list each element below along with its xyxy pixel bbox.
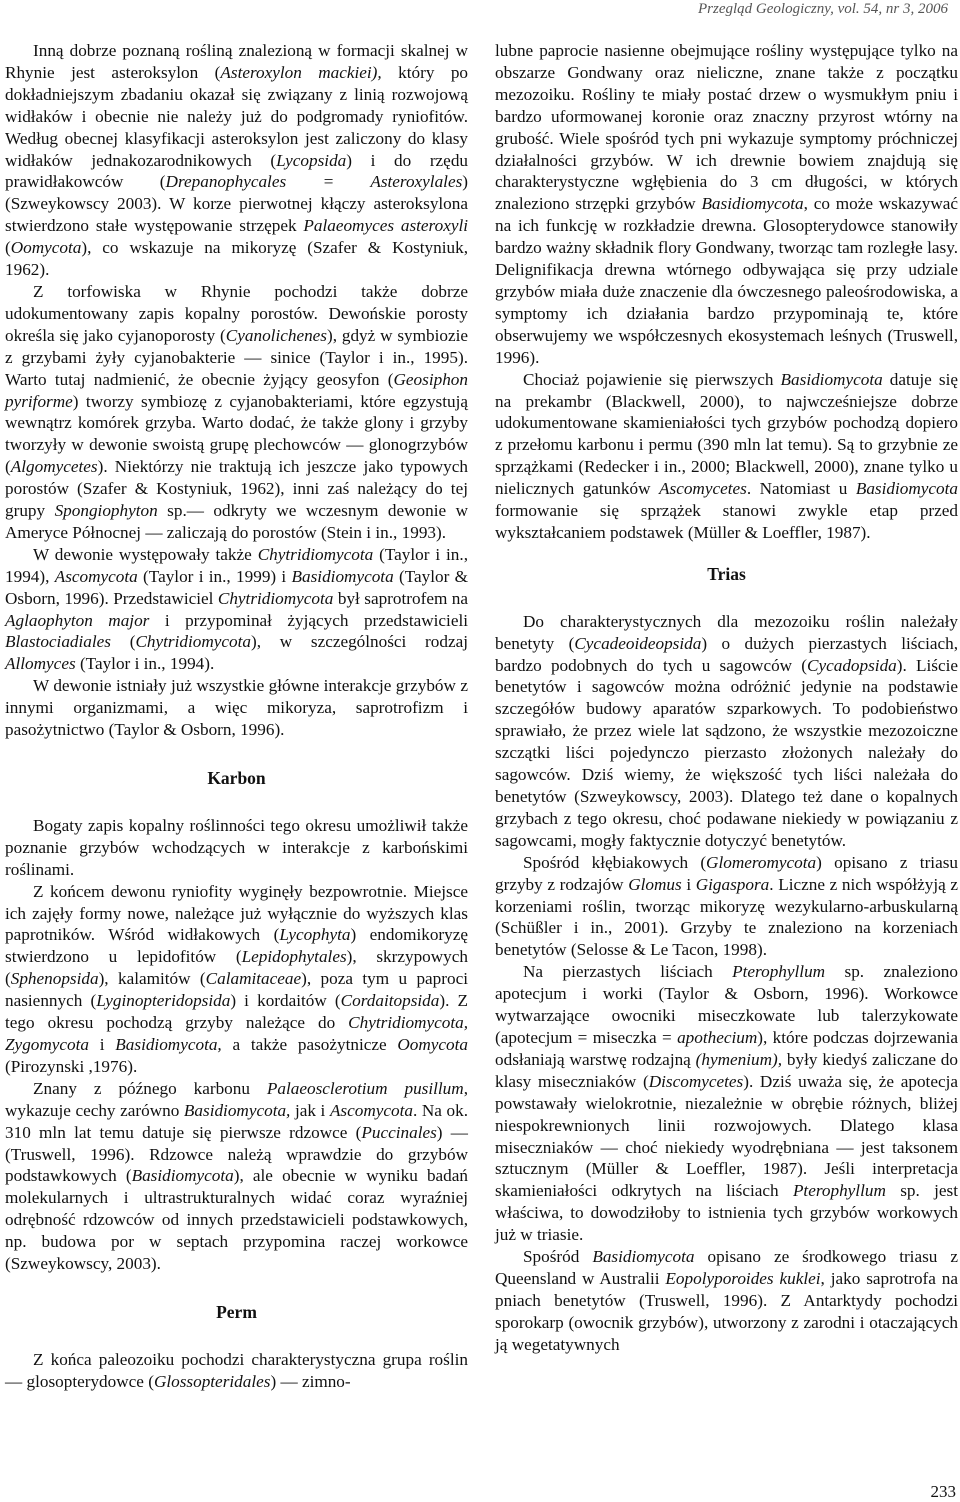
italic-term: Cycadeoideopsida	[574, 633, 702, 653]
italic-term: Basidiomycota	[701, 194, 804, 214]
italic-term: Lyginopteridopsida	[96, 991, 231, 1011]
paragraph: W dewonie istniały już wszystkie główne interakcje grzybów z innymi organizmami, a więc mikoryza, saprotrofizm i pasożytnictwo (Taylor & Osborn, 1996).	[5, 676, 468, 740]
italic-term: Basidiomycota	[855, 479, 958, 499]
italic-term: Discomycetes	[648, 1071, 744, 1091]
italic-term: Spongiophyton	[54, 501, 158, 521]
italic-term: Glomus	[628, 874, 682, 894]
italic-term: Chytridiomycota	[217, 588, 334, 608]
italic-term: Basidiomycota	[780, 369, 883, 389]
italic-term: Ascomycota	[54, 566, 138, 586]
italic-term: Ascomycota	[329, 1100, 413, 1120]
paragraph: Z końcem dewonu ryniofity wyginęły bezpowrotnie. Miejsce ich zajęły formy nowe, należące już wyłącznie do wyższych klas paprotników. Wśród widłakowych (Lycophyta) endomikoryzę stwierdzono u lepidofitów (Lepidophytales), skrzypowych (Sphenopsida), kalamitów (Calamitaceae), poza tym u paproci nasiennych (Lyginopteridopsida) i kordaitów (Cordaitopsida). Z tego okresu pochodzą grzyby należące do Chytridiomycota, Zygomycota i Basidiomycota, a także pasożytnicze Oomycota (Pirozynski ,1976).	[5, 881, 469, 1076]
paragraph: Spośród Basidiomycota opisano ze środkowego triasu z Queensland w Australii Eopolyporoides kuklei, jako saprotrofa na pniach benetytów (Truswell, 1996). Z Antarktydy pochodzi sporokarp (owocnik grzybów), utworzony z zarodni i otaczających ją wegetatywnych	[495, 1247, 958, 1354]
paragraph: Do charakterystycznych dla mezozoiku roślin należały benetyty (Cycadeoideopsida) o dużych pierzastych liściach, bardzo podobnych do tych u sagowców (Cycadopsida). Liście benetytów i sagowców można odróżnić jedynie na podstawie szczegółów budowy aparatów szparkowych. To podobieństwo sprawiało, że przez wiele lat sądzono, że wszystkie mezozoiczne szczątki liści pojedynczo pierzasto złożonych należały do sagowców. Dziś wiemy, że większość tych liści należała do benetytów (Szweykowscy, 2003). Dlatego też dane o kopalnych grzybach z tego okresu, choć podawane niekiedy w powiązaniu z sagowcami, mogły faktycznie dotyczyć benetytów.	[495, 611, 958, 850]
italic-term: Cycadopsida	[807, 655, 897, 675]
paragraph: Inną dobrze poznaną rośliną znalezioną w formacji skalnej w Rhynie jest asteroksylon (Asteroxylon mackiei), który po dokładniejszym zbadaniu okazał się związany z linią rozwojową widłaków i obecnie nie należy już do podgromady ryniofitów. Według obecnej klasyfikacji asteroksylon jest zaliczony do klasy widłaków jednakozarodnikowych (Lycopsida) i do rzędu prawidłakowców (Drepanophycales = Asteroxylales) (Szweykowscy 2003). W korze pierwotnej kłączy asteroksylona stwierdzono stałe występowanie strzępek Palaeomyces asteroxyli (Oomycota), co wskazuje na mikoryzę (Szafer & Kostyniuk, 1962).	[5, 41, 469, 280]
italic-term: Basidiomycota,	[115, 1034, 222, 1054]
italic-term: Geosiphon pyriforme	[5, 369, 468, 411]
italic-term: Chytridiomycota, Zygomycota	[5, 1013, 468, 1054]
italic-term: Oomycota	[10, 238, 82, 258]
section-heading-trias: Trias	[707, 563, 746, 584]
italic-term: Pterophyllum	[732, 962, 826, 982]
running-head: Przegląd Geologiczny, vol. 54, nr 3, 2006	[698, 1, 948, 17]
paragraph: Na pierzastych liściach Pterophyllum sp. znaleziono apotecjum i worki (Taylor & Osborn, 1996). Workowce wytwarzające owocniki miseczkowate lub talerzykowate (apotecjum = miseczka = apothecium), które podczas dojrzewania odsłaniają warstwę rodzajną (hymenium), były kiedyś zaliczane do klasy miseczniaków (Discomycetes). Dziś uważa się, że apotecja powstawały wielokrotnie, niezależnie w obrębie różnych, bliżej niespokrewnionych linii rozwojowych. Dlatego klasa miseczniaków — choć niekiedy wyodrębniana — jest taksonem sztucznym (Müller & Loeffler, 1987). Jeśli interpretacja skamieniałości odkrytych na liściach Pterophyllum sp. jest właściwa, to dowodziłoby to istnienia tych grzybów workowych już w triasie.	[495, 962, 958, 1245]
italic-term: (hymenium),	[695, 1049, 783, 1069]
italic-term: Calamitaceae	[205, 969, 302, 989]
italic-term: Algomycetes	[10, 457, 98, 477]
italic-term: Aglaophyton major	[5, 610, 150, 630]
section-heading-karbon: Karbon	[207, 768, 266, 788]
italic-term: Palaeomyces asteroxyli	[303, 216, 469, 236]
italic-term: Ascomycetes	[659, 479, 747, 499]
italic-term: Basidiomycota,	[183, 1100, 291, 1120]
paragraph: Z końca paleozoiku pochodzi charakterystyczna grupa roślin — glosopterydowce (Glossopteridales) — zimno-	[5, 1349, 468, 1391]
paragraph: W dewonie występowały także Chytridiomycota (Taylor i in., 1994), Ascomycota (Taylor i in., 1999) i Basidiomycota (Taylor & Osborn, 1996). Przedstawiciel Chytridiomycota był saprotrofem na Aglaophyton major i przypominał żyjących przedstawicieli Blastociadiales (Chytridiomycota), w szczególności rodzaj Allomyces (Taylor i in., 1994).	[5, 544, 468, 674]
italic-term: Lepidophytales	[241, 947, 347, 967]
italic-term: Cyanolichenes	[225, 325, 327, 345]
italic-term: Drepanophycales = Asteroxylales	[165, 172, 463, 192]
left-column	[5, 40, 468, 1393]
italic-term: Blastociadiales	[5, 632, 111, 652]
paragraph: Znany z późnego karbonu Palaeosclerotium pusillum, wykazuje cechy zarówno Basidiomycota, jak i Ascomycota. Na ok. 310 mln lat temu datuje się pierwsze rdzowce (Puccinales) — (Truswell, 1996). Rdzowce należą wprawdzie do grzybów podstawkowych (Basidiomycota), ale obecnie w wyniku badań molekularnych i ultrastrukturalnych widać coraz wyraźniej odrębność rdzowców od innych przedstawicieli podstawkowych, np. budowa por w septach przypomina raczej workowce (Szweykowscy, 2003).	[5, 1078, 469, 1274]
italic-term: Basidiomycota	[131, 1166, 234, 1186]
italic-term: Lycophyta	[279, 925, 351, 945]
paragraph: Bogaty zapis kopalny roślinności tego okresu umożliwił także poznanie grzybów wchodzących w interakcje z karbońskimi roślinami.	[5, 815, 468, 879]
page-number: 233	[930, 1482, 956, 1501]
italic-term: Lycopsida	[276, 150, 347, 170]
italic-term: Basidiomycota	[592, 1247, 695, 1267]
italic-term: Allomyces	[5, 654, 76, 674]
italic-term: Chytridiomycota	[135, 632, 251, 652]
paragraph: Z torfowiska w Rhynie pochodzi także dobrze udokumentowany zapis kopalny porostów. Dewońskie porosty określa się jako cyjanoporosty (Cyanolichenes), gdyż w symbiozie z grzybami żyły cyjanobakterie — sinice (Taylor i in., 1995). Warto tutaj nadmienić, że obecnie żyjący geosyfon (Geosiphon pyriforme) tworzy symbiozę z cyjanobakteriami, które egzystują wewnątrz komórek grzyba. Warto dodać, że także glony i grzyby tworzyły w dewonie swoistą grupę plechowców — glonogrzybów (Algomycetes). Niektórzy nie traktują ich jeszcze jako typowych porostów (Szafer & Kostyniuk, 1962), inni zaś należący do tej grupy Spongiophyton sp.— odkryty we wczesnym dewonie w Ameryce Północnej — zaliczają do porostów (Stein i in., 1993).	[5, 281, 468, 542]
italic-term: Oomycota	[397, 1034, 468, 1054]
italic-term: Glossopteridales	[153, 1371, 271, 1391]
italic-term: Palaeosclerotium pusillum	[266, 1078, 464, 1098]
italic-term: apothecium	[677, 1027, 758, 1047]
italic-term: Asteroxylon mackiei),	[220, 62, 382, 82]
italic-term: Pterophyllum	[792, 1181, 886, 1201]
italic-term: Sphenopsida	[10, 969, 99, 989]
italic-term: Cordaitopsida	[340, 991, 440, 1011]
section-heading-perm: Perm	[216, 1301, 257, 1322]
italic-term: Puccinales	[361, 1122, 437, 1142]
right-column	[495, 40, 958, 1356]
paragraph: Spośród kłębiakowych (Glomeromycota) opisano z triasu grzyby z rodzajów Glomus i Gigaspora. Liczne z nich współżyją z korzeniami roślin, tworząc mikoryzę wezykularno-arbuskularną (Schüßler i in., 2001). Grzyby te znaleziono na korzeniach benetytów (Selosse & Le Tacon, 1998).	[495, 852, 959, 960]
italic-term: Gigaspora	[695, 874, 770, 894]
italic-term: Eopolyporoides kuklei	[665, 1268, 821, 1288]
paragraph: Chociaż pojawienie się pierwszych Basidiomycota datuje się na prekambr (Blackwell, 2000), to najwcześniejsze dobrze udokumentowane skamieniałości tych grzybów pochodzą dopiero z przełomu karbonu i permu (390 mln lat temu). Są to grzybnie ze sprzążkami (Redecker i in., 2000; Blackwell, 2000), znane tylko u nielicznych gatunków Ascomycetes. Natomiast u Basidiomycota formowanie się sprzążek stanowi zwykle etap przed wykształcaniem podstawek (Müller & Loeffler, 1987).	[495, 369, 958, 542]
italic-term: Chytridiomycota	[257, 544, 374, 564]
paragraph-continued: lubne paprocie nasienne obejmujące rośliny występujące tylko na obszarze Gondwany oraz nieliczne, znane także z początku mezozoiku. Rośliny te miały postać drzew o wysmukłym pniu i bardzo uformowanej koronie oraz znaczny przyrost wtórny na grubość. Wiele spośród tych pni wykazuje symptomy próchniczej działalności grzybów. W ich drewnie bowiem znajdują się charakterystyczne wgłębienia do 3 cm długości, w których znaleziono strzępki grzybów Basidiomycota, co może wskazywać na ich funkcję w rozkładzie drewna. Glosopterydowce stanowiły bardzo ważny składnik flory Gondwany, tworząc tam rozległe lasy. Delignifikacja drewna wtórnego odbywająca się przy udziale grzybów miała duże znaczenie dla ówczesnego paleośrodowiska, a symptomy ich działania bardzo przypominają te, które obserwujemy we współczesnych ekosystemach leśnych (Truswell, 1996).	[495, 41, 958, 367]
italic-term: Glomeromycota	[706, 852, 817, 872]
italic-term: Basidiomycota	[291, 566, 394, 586]
